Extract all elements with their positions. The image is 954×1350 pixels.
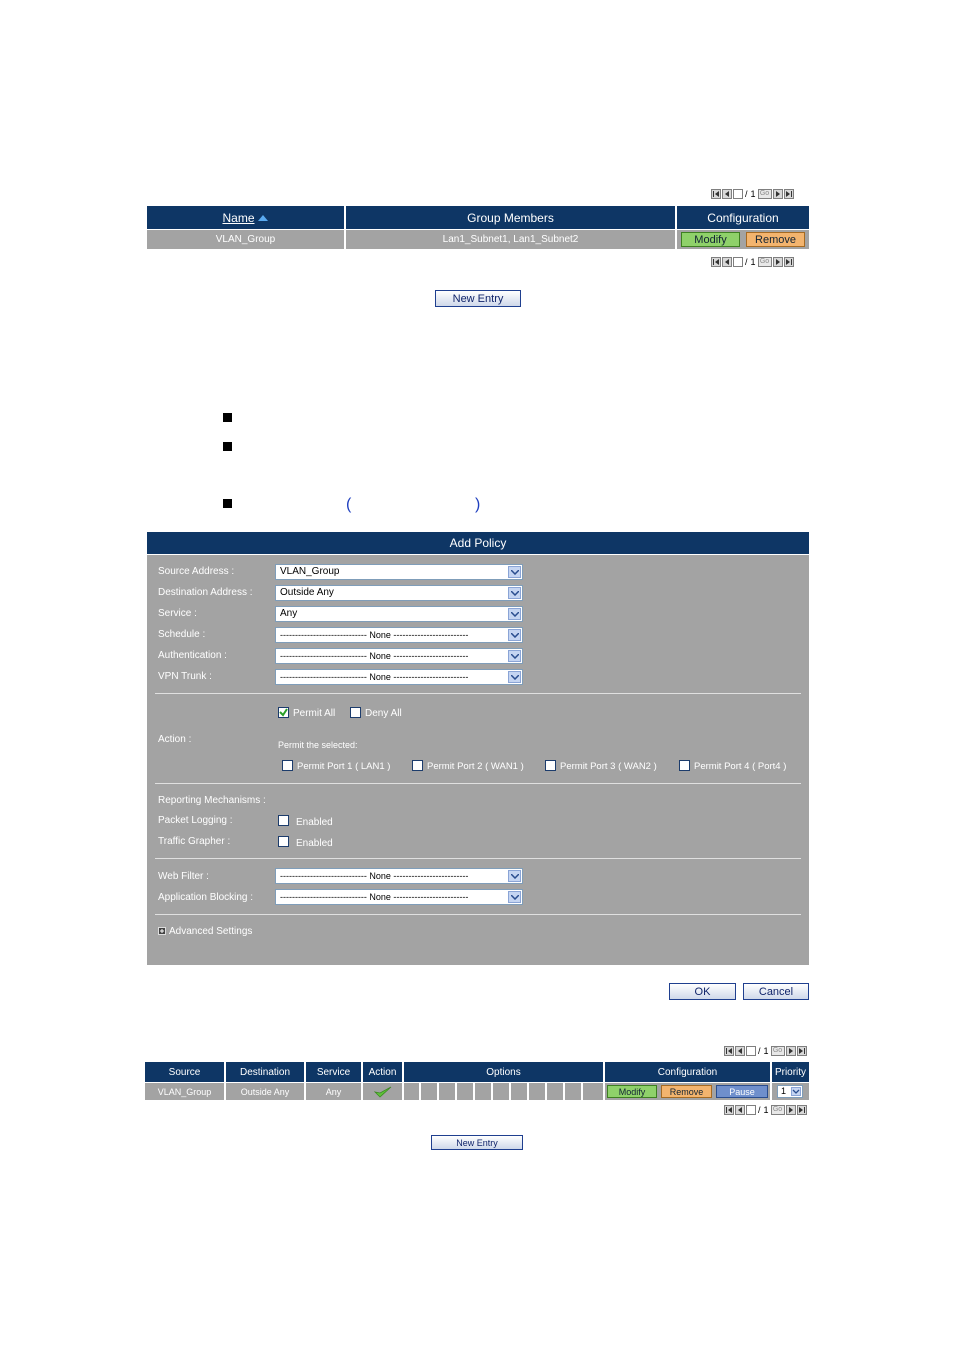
- policy-remove-button[interactable]: Remove: [661, 1085, 712, 1098]
- chevron-down-icon: [508, 891, 521, 903]
- chevron-down-icon: [508, 650, 521, 662]
- chevron-down-icon: [508, 587, 521, 599]
- schedule-select[interactable]: ----------------------------- None -------------------------: [275, 627, 523, 643]
- chevron-down-icon: [508, 671, 521, 683]
- prev-page-icon[interactable]: [722, 189, 732, 199]
- last-page-icon[interactable]: [797, 1105, 807, 1115]
- option-cell: [421, 1083, 437, 1100]
- permit-port-2-label: Permit Port 2 ( WAN1 ): [427, 761, 524, 772]
- page-input[interactable]: [746, 1105, 756, 1115]
- go-button[interactable]: Go: [758, 257, 772, 267]
- column-header-configuration: Configuration: [605, 1062, 770, 1082]
- vpn-trunk-label: VPN Trunk :: [158, 671, 212, 682]
- chevron-down-icon: [508, 870, 521, 882]
- authentication-label: Authentication :: [158, 650, 227, 661]
- page-total: 1: [750, 257, 756, 267]
- policy-action-cell: [363, 1083, 402, 1100]
- permit-port-4-checkbox[interactable]: [679, 760, 690, 771]
- permit-port-3-label: Permit Port 3 ( WAN2 ): [560, 761, 657, 772]
- checkmark-icon: [279, 708, 288, 717]
- first-page-icon[interactable]: [724, 1105, 734, 1115]
- packet-logging-enabled-label: Enabled: [296, 817, 333, 828]
- chevron-down-icon: [791, 1087, 801, 1096]
- action-label: Action :: [158, 734, 192, 745]
- column-header-options: Options: [404, 1062, 603, 1082]
- permit-port-1-checkbox[interactable]: [282, 760, 293, 771]
- pager-bottom: / 1 Go: [724, 1104, 807, 1116]
- permit-selected-label: Permit the selected:: [278, 740, 358, 750]
- destination-address-label: Destination Address :: [158, 587, 253, 598]
- authentication-select[interactable]: ----------------------------- None -------------------------: [275, 648, 523, 664]
- ok-button[interactable]: OK: [669, 983, 736, 1000]
- column-header-service: Service: [306, 1062, 361, 1082]
- service-select[interactable]: Any: [275, 606, 523, 622]
- page-total: 1: [763, 1046, 769, 1056]
- bullet-icon: [223, 442, 232, 451]
- web-filter-label: Web Filter :: [158, 871, 209, 882]
- option-cell: [457, 1083, 473, 1100]
- cancel-button[interactable]: Cancel: [743, 983, 809, 1000]
- option-cell: [583, 1083, 603, 1100]
- web-filter-select[interactable]: ----------------------------- None -------------------------: [275, 868, 523, 884]
- pager-top: / 1 Go: [724, 1045, 807, 1057]
- traffic-grapher-label: Traffic Grapher :: [158, 836, 231, 847]
- schedule-label: Schedule :: [158, 629, 206, 640]
- advanced-settings-link[interactable]: Advanced Settings: [169, 926, 253, 937]
- destination-address-select[interactable]: Outside Any: [275, 585, 523, 601]
- option-cell: [493, 1083, 509, 1100]
- packet-logging-checkbox[interactable]: [278, 815, 289, 826]
- option-cell: [511, 1083, 527, 1100]
- add-policy-title: Add Policy: [147, 532, 809, 554]
- next-page-icon[interactable]: [773, 189, 783, 199]
- last-page-icon[interactable]: [797, 1046, 807, 1056]
- option-cell: [529, 1083, 545, 1100]
- page-input[interactable]: [746, 1046, 756, 1056]
- column-header-members: Group Members: [346, 206, 675, 229]
- sort-ascending-icon: [257, 214, 269, 222]
- packet-logging-label: Packet Logging :: [158, 815, 233, 826]
- first-page-icon[interactable]: [711, 257, 721, 267]
- new-entry-button[interactable]: New Entry: [435, 290, 521, 307]
- page-input[interactable]: [733, 189, 743, 199]
- first-page-icon[interactable]: [711, 189, 721, 199]
- permit-all-label: Permit All: [293, 708, 336, 719]
- prev-page-icon[interactable]: [735, 1105, 745, 1115]
- close-paren: ): [475, 496, 481, 513]
- source-address-label: Source Address :: [158, 566, 235, 577]
- reporting-mechanisms-label: Reporting Mechanisms :: [158, 795, 266, 806]
- permit-port-3-checkbox[interactable]: [545, 760, 556, 771]
- deny-all-checkbox[interactable]: [350, 707, 361, 718]
- last-page-icon[interactable]: [784, 257, 794, 267]
- chevron-down-icon: [508, 608, 521, 620]
- priority-select[interactable]: 1: [777, 1085, 803, 1098]
- divider: [155, 858, 801, 859]
- expand-icon[interactable]: [158, 927, 166, 935]
- column-header-priority: Priority: [772, 1062, 809, 1082]
- divider: [155, 693, 801, 694]
- last-page-icon[interactable]: [784, 189, 794, 199]
- policy-new-entry-button[interactable]: New Entry: [431, 1135, 523, 1150]
- permit-port-4-label: Permit Port 4 ( Port4 ): [694, 761, 787, 772]
- permit-check-icon: [374, 1086, 392, 1098]
- page-input[interactable]: [733, 257, 743, 267]
- divider: [155, 783, 801, 784]
- policy-pause-button[interactable]: Pause: [716, 1085, 768, 1098]
- column-header-action: Action: [363, 1062, 402, 1082]
- application-blocking-select[interactable]: ----------------------------- None -------------------------: [275, 889, 523, 905]
- option-cell: [404, 1083, 419, 1100]
- source-address-select[interactable]: VLAN_Group: [275, 564, 523, 580]
- prev-page-icon[interactable]: [735, 1046, 745, 1056]
- vpn-trunk-select[interactable]: ----------------------------- None -------------------------: [275, 669, 523, 685]
- permit-port-1-label: Permit Port 1 ( LAN1 ): [297, 761, 391, 772]
- prev-page-icon[interactable]: [722, 257, 732, 267]
- deny-all-label: Deny All: [365, 708, 402, 719]
- bullet-icon: [223, 499, 232, 508]
- column-header-source: Source: [145, 1062, 224, 1082]
- service-label: Service :: [158, 608, 197, 619]
- open-paren: (: [346, 496, 352, 513]
- go-button[interactable]: Go: [771, 1046, 785, 1056]
- permit-all-checkbox[interactable]: [278, 707, 289, 718]
- pager-top: / 1 Go: [711, 188, 794, 200]
- bullet-icon: [223, 413, 232, 422]
- chevron-down-icon: [508, 629, 521, 641]
- next-page-icon[interactable]: [786, 1105, 796, 1115]
- policy-source-cell: VLAN_Group: [145, 1083, 224, 1100]
- go-button[interactable]: Go: [758, 189, 772, 199]
- group-members-cell: Lan1_Subnet1, Lan1_Subnet2: [346, 230, 675, 249]
- application-blocking-label: Application Blocking :: [158, 892, 254, 903]
- chevron-down-icon: [508, 566, 521, 578]
- permit-port-2-checkbox[interactable]: [412, 760, 423, 771]
- next-page-icon[interactable]: [786, 1046, 796, 1056]
- policy-modify-button[interactable]: Modify: [607, 1085, 657, 1098]
- remove-button[interactable]: Remove: [746, 232, 805, 247]
- traffic-grapher-checkbox[interactable]: [278, 836, 289, 847]
- column-header-configuration: Configuration: [677, 206, 809, 229]
- page-total: 1: [750, 189, 756, 199]
- pager-bottom: / 1 Go: [711, 256, 794, 268]
- divider: [155, 914, 801, 915]
- go-button[interactable]: Go: [771, 1105, 785, 1115]
- option-cell: [475, 1083, 491, 1100]
- option-cell: [439, 1083, 455, 1100]
- first-page-icon[interactable]: [724, 1046, 734, 1056]
- option-cell: [565, 1083, 581, 1100]
- column-header-name[interactable]: Name: [147, 206, 344, 229]
- modify-button[interactable]: Modify: [681, 232, 740, 247]
- option-cell: [547, 1083, 563, 1100]
- group-name-cell: VLAN_Group: [147, 230, 344, 249]
- policy-destination-cell: Outside Any: [226, 1083, 304, 1100]
- traffic-grapher-enabled-label: Enabled: [296, 838, 333, 849]
- policy-service-cell: Any: [306, 1083, 361, 1100]
- page-total: 1: [763, 1105, 769, 1115]
- next-page-icon[interactable]: [773, 257, 783, 267]
- column-header-destination: Destination: [226, 1062, 304, 1082]
